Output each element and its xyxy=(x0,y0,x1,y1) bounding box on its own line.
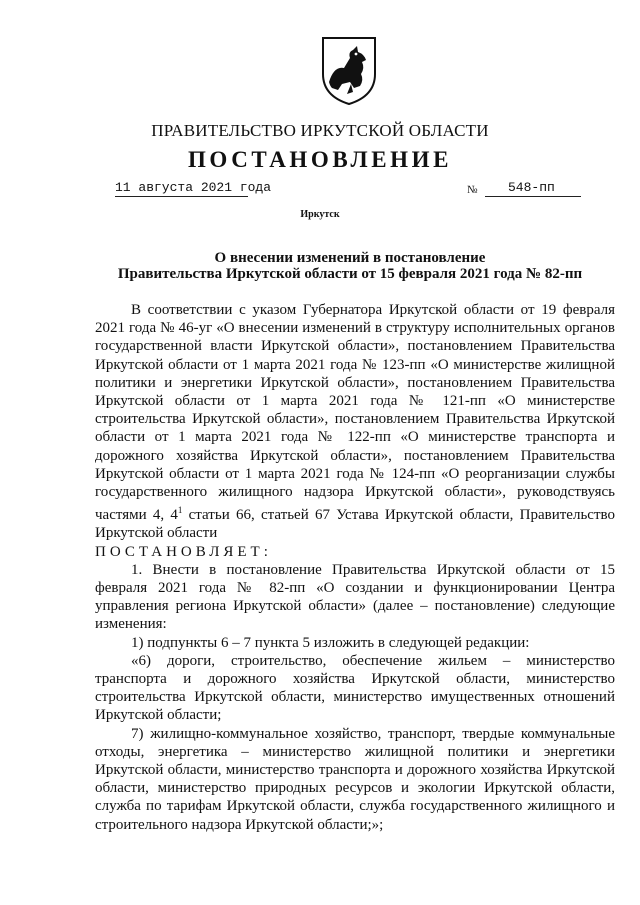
document-date: 11 августа 2021 года xyxy=(115,180,272,195)
subitem-1-paragraph: 1) подпункты 6 – 7 пункта 5 изложить в следующей редакции: xyxy=(131,634,530,651)
preamble-superscript: 1 xyxy=(177,505,183,516)
preamble-text-b: статьи 66, статьей 67 Устава Иркутской области, Правительство Иркутской области xyxy=(95,507,615,542)
preamble-text-a: В соответствии с указом Губернатора Иркутской области от 19 февраля 2021 года № 46-уг «О внесении изменений в структуру исполнительных органов государственной власти Иркутской области», постановлением Правительства Иркутской области от 1 марта 2021 года № 123-пп «О министерстве жилищной политики и энергетики Иркутской области», постановлением Правительства Иркутской области от 1 марта 2021 года № 121-пп «О министерстве строительства Иркутской области», постановлением Правительства Иркутской области от 1 марта 2021 года № 122-пп «О министерстве транспорта и дорожного хозяйства Иркутской области», постановлением Правительства Иркутской области от 1 марта 2021 года № 124-пп «О реорганизации службы государственного жилищного надзора Иркутской области», руководствуясь частями 4, 4 xyxy=(95,302,615,524)
document-body xyxy=(95,301,615,834)
preamble-paragraph xyxy=(95,301,615,543)
number-sign: № xyxy=(467,184,478,196)
government-name: ПРАВИТЕЛЬСТВО ИРКУТСКОЙ ОБЛАСТИ xyxy=(151,121,489,140)
subject-line-2: Правительства Иркутской области от 15 февраля 2021 года № 82-пп xyxy=(117,266,583,282)
document-type-title: ПОСТАНОВЛЕНИЕ xyxy=(187,147,453,172)
decree-word: ПОСТАНОВЛЯЕТ: xyxy=(95,543,272,560)
subject-line-1: О внесении изменений в постановление xyxy=(214,250,486,266)
quote-item-6-paragraph: «6) дороги, строительство, обеспечение жильем – министерство транспорта и дорожного хозяйства Иркутской области, министерство строительства Иркутской области, министерство имущественных отношений Иркутской области; xyxy=(95,652,615,724)
irkutsk-coat-of-arms-icon xyxy=(320,36,378,106)
quote-item-7-paragraph: 7) жилищно-коммунальное хозяйство, транспорт, твердые коммунальные отходы, энергетика – министерство жилищной политики и энергетики Иркутской области, министерство транспорта и дорожного хозяйства Иркутской области, министерство природных ресурсов и экологии Иркутской области, служба по тарифам Иркутской области, служба государственного жилищного и строительного надзора Иркутской области;»; xyxy=(95,725,615,833)
city-name: Иркутск xyxy=(300,209,340,220)
document-number: 548-пп xyxy=(485,180,581,197)
item-1-paragraph: 1. Внести в постановление Правительства Иркутской области от 15 февраля 2021 года № 82-пп «О создании и функционировании Центра управления региона Иркутской области» (далее – постановление) следующие изменения: xyxy=(95,561,615,633)
document-subject xyxy=(100,250,600,282)
